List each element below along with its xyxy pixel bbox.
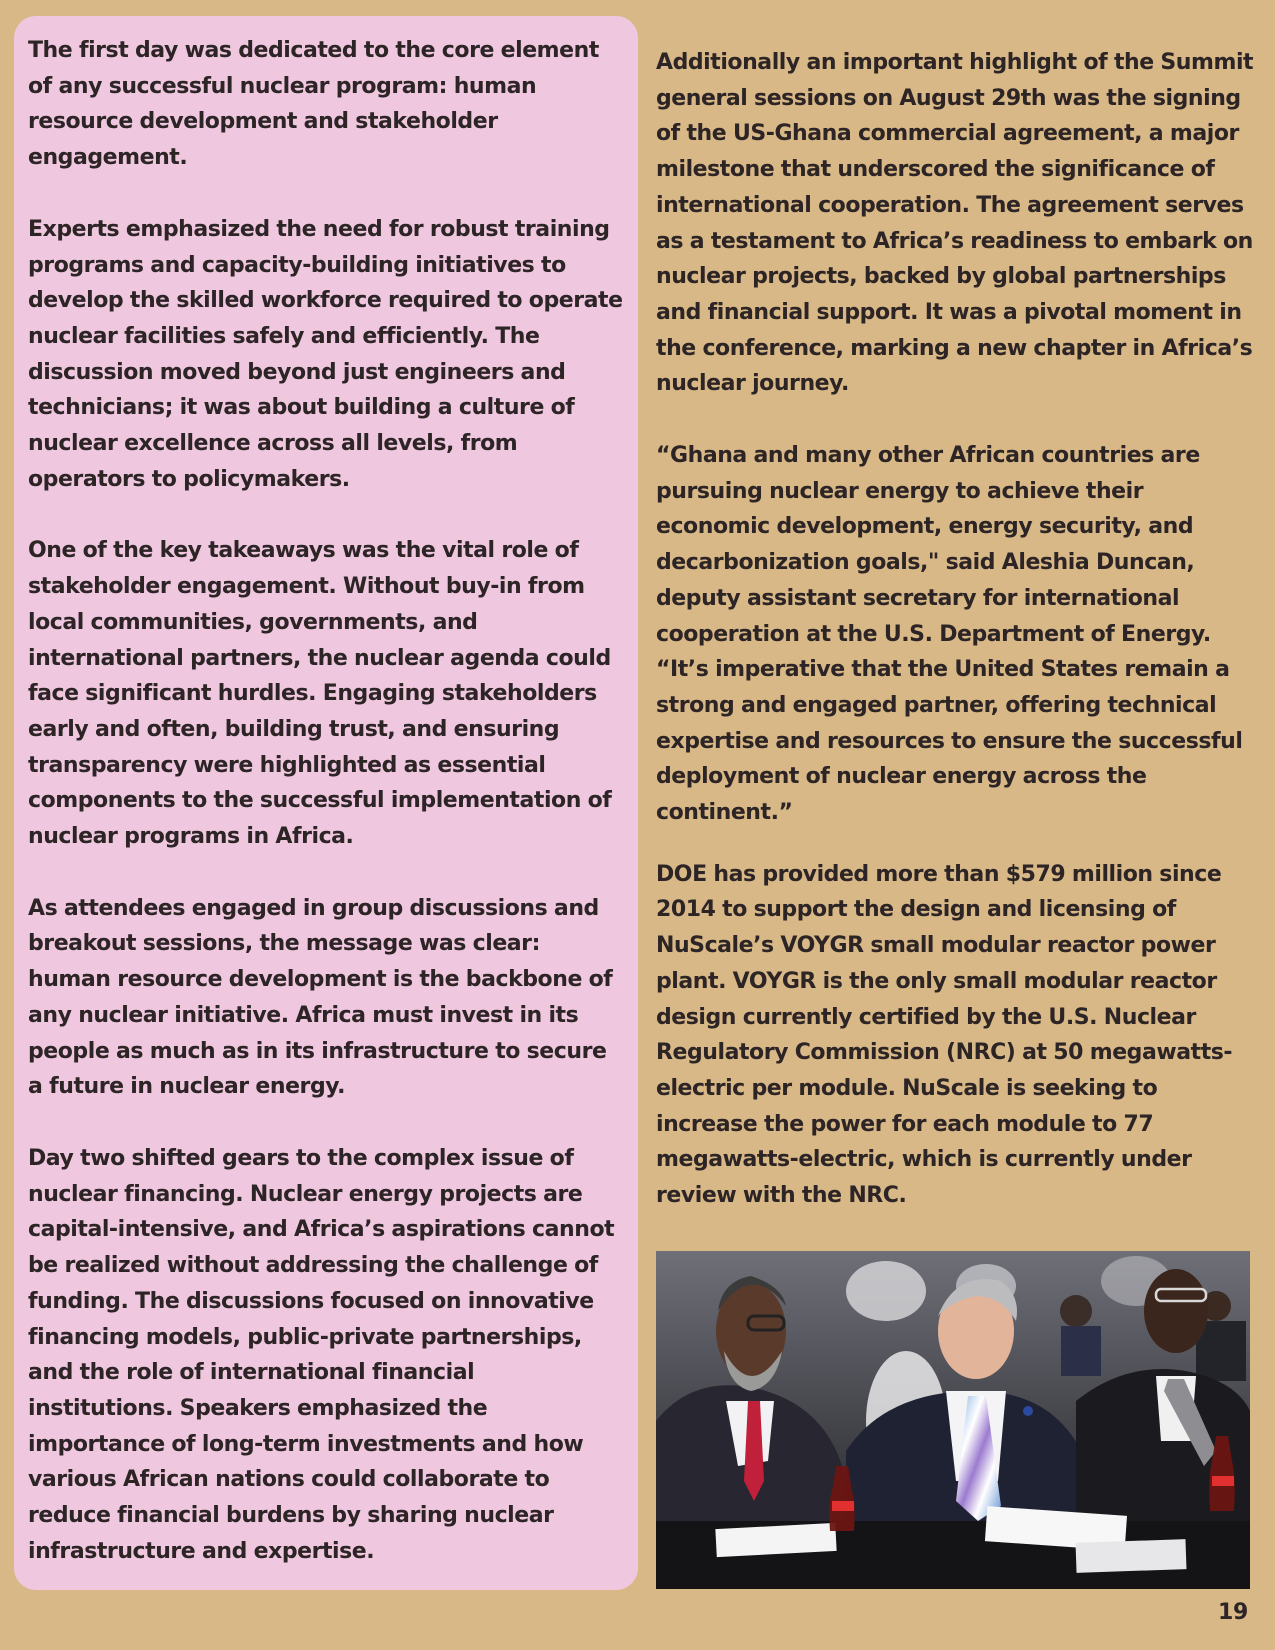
- page-number: 19: [1217, 1600, 1248, 1625]
- left-paragraph-1: The first day was dedicated to the core element of any successful nuclear program: human resource development and stakeholder engagement.: [28, 38, 599, 171]
- left-paragraph-5: Day two shifted gears to the complex issue of nuclear financing. Nuclear energy projects are capital-intensive, and Africa’s aspirations cannot be realized without addressing the challenge of funding. The discussions focused on innovative financing models, public-private partnerships, and the role of international financial institutions. Speakers emphasized the importance of long-term investments and how various African nations could collaborate to reduce financial burdens by sharing nuclear infrastructure and expertise.: [28, 1145, 615, 1564]
- right-paragraph-1: Additionally an important highlight of the Summit general sessions on August 29th was the signing of the US-Ghana commercial agreement, a major milestone that underscored the significance of international cooperation. The agreement serves as a testament to Africa’s readiness to embark on nuclear projects, backed by global partnerships and financial support. It was a pivotal moment in the conference, marking a new chapter in Africa’s nuclear journey.: [656, 50, 1254, 397]
- left-paragraph-4: As attendees engaged in group discussions and breakout sessions, the message was clear: human resource development is the backbone of any nuclear initiative. Africa must invest in its people as much as in its infrastructure to secure a future in nuclear energy.: [28, 895, 613, 1100]
- right-paragraph-2: “Ghana and many other African countries are pursuing nuclear energy to achieve their economic development, energy security, and decarbonization goals," said Aleshia Duncan, deputy assistant secretary for international cooperation at the U.S. Department of Energy. “It’s imperative that the United States remain a strong and engaged partner, offering technical expertise and resources to ensure the successful deployment of nuclear energy across the continent.”: [656, 443, 1243, 826]
- right-paragraph-3: DOE has provided more than $579 million since 2014 to support the design and licensing of NuScale’s VOYGR small modular reactor power plant. VOYGR is the only small modular reactor design currently certified by the U.S. Nuclear Regulatory Commission (NRC) at 50 megawatts-electric per module. NuScale is seeking to increase the power for each module to 77 megawatts-electric, which is currently under review with the NRC.: [656, 861, 1233, 1209]
- right-column: [656, 45, 1256, 1250]
- left-paragraph-2: Experts emphasized the need for robust training programs and capacity-building initiatives to develop the skilled workforce required to operate nuclear facilities safely and efficiently. The discussion moved beyond just engineers and technicians; it was about building a culture of nuclear excellence across all levels, from operators to policymakers.: [28, 216, 623, 492]
- left-paragraph-3: One of the key takeaways was the vital role of stakeholder engagement. Without buy-in from local communities, governments, and international partners, the nuclear agenda could face significant hurdles. Engaging stakeholders early and often, building trust, and ensuring transparency were highlighted as essential components to the successful implementation of nuclear programs in Africa.: [28, 538, 612, 850]
- conference-attendees-photo: [656, 1251, 1250, 1589]
- left-column-panel: [14, 16, 638, 1590]
